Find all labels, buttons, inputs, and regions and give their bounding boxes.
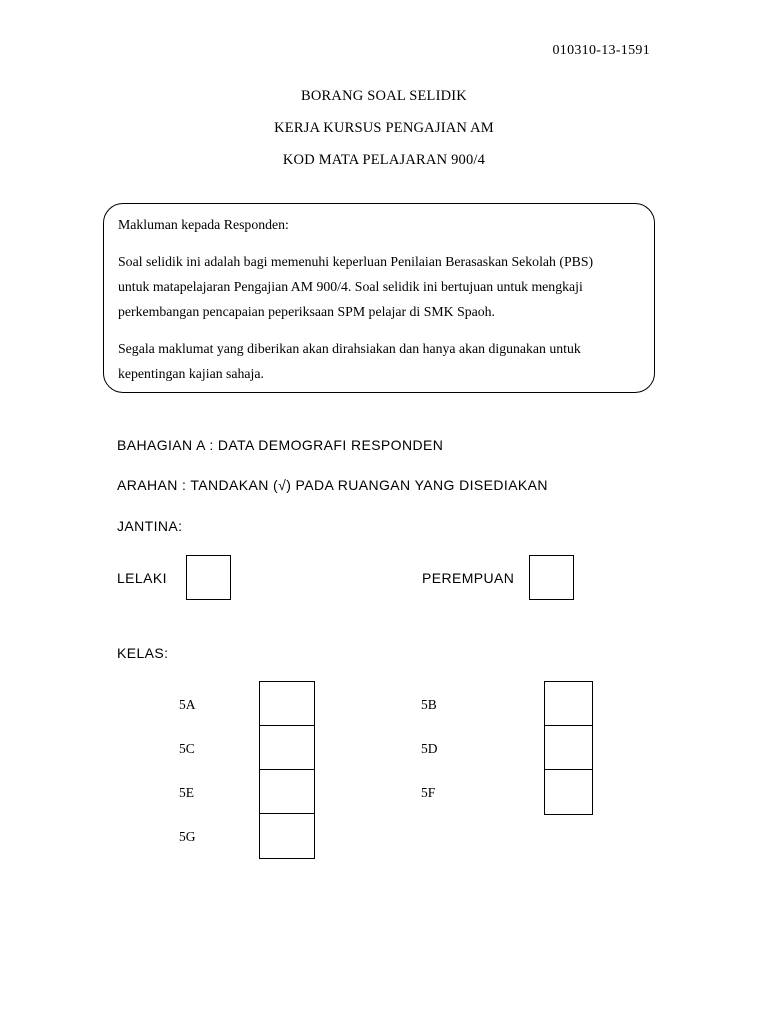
class-5g-checkbox[interactable] [259, 813, 315, 859]
gender-option-male-label: LELAKI [117, 570, 167, 586]
subject-code: KOD MATA PELAJARAN 900/4 [282, 152, 486, 168]
class-5d-checkbox[interactable] [544, 725, 593, 770]
male-checkbox[interactable] [186, 555, 231, 600]
document-id: 010310-13-1591 [552, 43, 650, 58]
class-option-label: 5G [179, 829, 196, 844]
class-option-label: 5F [421, 785, 436, 800]
notice-paragraph-2 [118, 336, 644, 386]
class-option-label: 5C [179, 741, 195, 756]
class-5e-checkbox[interactable] [259, 769, 315, 814]
class-5c-checkbox[interactable] [259, 725, 315, 770]
class-option-label: 5A [179, 697, 196, 712]
instruction-text: ARAHAN : TANDAKAN (√) PADA RUANGAN YANG DISEDIAKAN [117, 477, 548, 493]
course-title: KERJA KURSUS PENGAJIAN AM [274, 120, 494, 136]
notice-line: kepentingan kajian sahaja. [118, 366, 264, 381]
class-option-label: 5E [179, 785, 194, 800]
class-5a-checkbox[interactable] [259, 681, 315, 726]
class-5b-checkbox[interactable] [544, 681, 593, 726]
class-5f-checkbox[interactable] [544, 769, 593, 815]
class-label: KELAS: [117, 645, 169, 661]
notice-paragraph-1 [118, 249, 644, 324]
notice-line: Soal selidik ini adalah bagi memenuhi keperluan Penilaian Berasaskan Sekolah (PBS) [118, 254, 594, 269]
notice-line: Segala maklumat yang diberikan akan dirahsiakan dan hanya akan digunakan untuk [118, 341, 581, 356]
notice-line: untuk matapelajaran Pengajian AM 900/4. Soal selidik ini bertujuan untuk mengkaji [118, 279, 583, 294]
female-checkbox[interactable] [529, 555, 574, 600]
notice-line: perkembangan pencapaian peperiksaan SPM pelajar di SMK Spaoh. [118, 304, 496, 319]
class-option-label: 5D [421, 741, 438, 756]
section-a-heading: BAHAGIAN A : DATA DEMOGRAFI RESPONDEN [117, 437, 444, 453]
gender-label: JANTINA: [117, 518, 183, 534]
respondent-notice-box [103, 203, 655, 393]
form-title: BORANG SOAL SELIDIK [301, 88, 467, 104]
gender-option-female-label: PEREMPUAN [422, 570, 515, 586]
notice-heading: Makluman kepada Responden: [118, 217, 289, 232]
class-option-label: 5B [421, 697, 437, 712]
